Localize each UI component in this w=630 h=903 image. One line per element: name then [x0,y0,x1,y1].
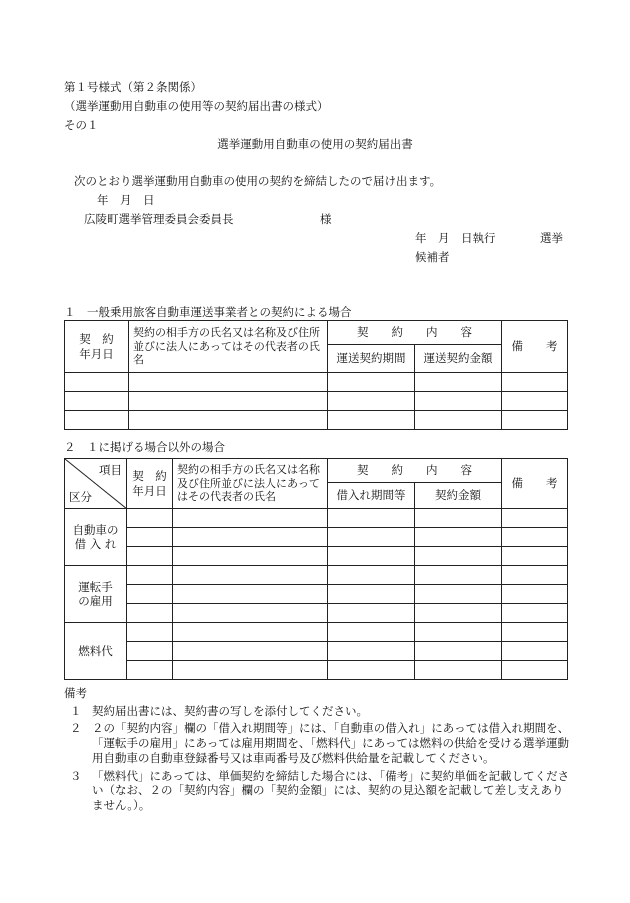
s1-col-party: 契約の相手方の氏名又は名称及び住所並びに法人にあってはその代表者の氏名 [129,321,328,373]
table-row [65,585,568,604]
table-row [65,528,568,547]
diag-top-label: 項目 [99,463,122,477]
statement: 次のとおり選挙運動用自動車の使用の契約を締結したので届け出ます。 [74,174,442,188]
addressee: 広陵町選挙管理委員会委員長 [84,212,234,226]
s1-col-remarks: 備 考 [502,321,568,373]
note-number: １ [70,703,82,718]
section1-table [64,320,568,430]
form-number: 第１号様式（第２条関係） [64,80,202,94]
election-date-line: 年 月 日執行 [415,231,496,245]
note-text: 「燃料代」にあっては、単価契約を締結した場合には、「備考」に契約単価を記載してください（なお、２の「契約内容」欄の「契約金額」には、契約の見込額を記載して差し支えありません。）。 [92,768,570,813]
note-text: 契約届出書には、契約書の写しを添付してください。 [92,703,368,718]
s2-col-remarks: 備 考 [502,459,568,509]
table-row [65,509,568,528]
note-number: ２ [70,721,82,736]
note-text: ２の「契約内容」欄の「借入れ期間等」には、「自動車の借入れ」にあっては借入れ期間を、「運転手の雇用」にあっては雇用期間を、「燃料代」にあっては燃料の供給を受ける選挙運動用自動車の自動車登録番号又は車両番号及び燃料供給量を記載してください。 [92,721,570,765]
table-row [65,623,568,642]
s2-col-contents: 契 約 内 容 [328,459,502,483]
s1-col-contract-date: 契 約 年月日 [65,321,129,373]
section2-heading: ２ １に掲げる場合以外の場合 [64,440,225,454]
note-number: ３ [70,768,82,783]
row-driver-employment: 運転手 の雇用 [65,566,127,623]
note-item [64,769,574,813]
table-row [65,642,568,661]
form-subtitle: （選挙運動用自動車の使用等の契約届出書の様式） [64,99,329,113]
table-row [65,604,568,623]
table-row [65,566,568,585]
remarks-heading: 備考 [64,686,87,700]
s1-col-amount: 運送契約金額 [415,345,502,373]
table-row [65,661,568,680]
candidate-label: 候補者 [415,250,450,264]
section1-heading: １ 一般乗用旅客自動車運送事業者との契約による場合 [64,305,352,319]
row-fuel: 燃料代 [65,623,127,680]
s1-col-contents: 契 約 内 容 [328,321,502,345]
remarks-section [64,686,574,813]
section2-table [64,458,568,680]
diag-bottom-label: 区分 [69,489,92,504]
s1-col-period: 運送契約期間 [328,345,415,373]
note-item [64,721,574,765]
row-car-rental: 自動車の 借 入 れ [65,509,127,566]
s2-col-amount: 契約金額 [415,483,502,509]
document-title: 選挙運動用自動車の使用の契約届出書 [217,137,413,151]
election-label: 選挙 [540,231,563,245]
note-item [64,704,574,719]
s2-col-party: 契約の相手方の氏名又は名称及び住所並びに法人にあってはその代表者の氏名 [173,459,328,509]
form-part: その１ [64,118,99,132]
honorific: 様 [320,212,332,226]
table-row [65,392,568,411]
diagonal-header-cell [65,459,127,509]
table-row [65,373,568,392]
s2-col-contract-date: 契 約 年月日 [127,459,173,509]
table-row [65,547,568,566]
table-row [65,411,568,430]
s2-col-period: 借入れ期間等 [328,483,415,509]
date-line: 年 月 日 [97,193,155,207]
